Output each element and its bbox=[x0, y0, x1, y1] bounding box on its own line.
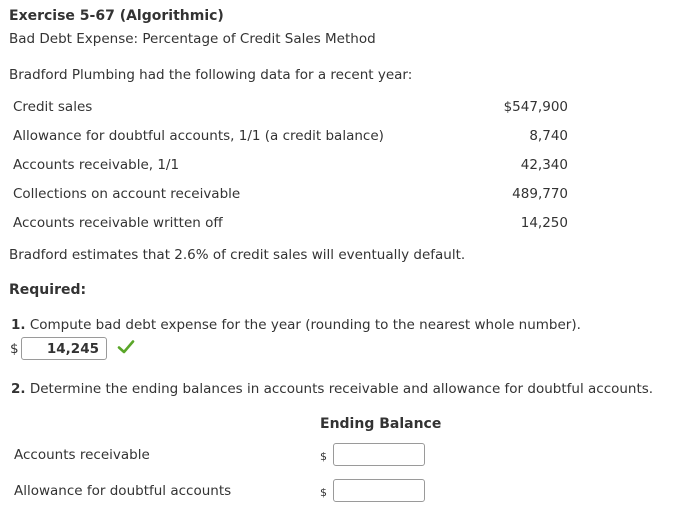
question-2 bbox=[11, 381, 653, 397]
allowance-ending-input[interactable] bbox=[333, 479, 425, 502]
estimate-text: Bradford estimates that 2.6% of credit sales will eventually default. bbox=[9, 247, 466, 263]
allowance-label: Allowance for doubtful accounts bbox=[14, 483, 232, 499]
accounts-receivable-label: Accounts receivable bbox=[14, 447, 150, 463]
ending-balance-header: Ending Balance bbox=[320, 416, 442, 432]
data-row-value: 14,250 bbox=[520, 215, 568, 231]
data-row-value: 489,770 bbox=[512, 186, 568, 202]
exercise-subtitle: Bad Debt Expense: Percentage of Credit Sales Method bbox=[9, 31, 376, 47]
data-row-label: Accounts receivable written off bbox=[13, 215, 223, 231]
currency-symbol: $ bbox=[320, 486, 327, 499]
data-row-label: Collections on account receivable bbox=[13, 186, 241, 202]
question-1-number: 1. bbox=[11, 317, 26, 333]
question-2-text: Determine the ending balances in accounts receivable and allowance for doubtful accounts. bbox=[25, 381, 654, 397]
accounts-receivable-ending-input[interactable] bbox=[333, 443, 425, 466]
intro-text: Bradford Plumbing had the following data for a recent year: bbox=[9, 67, 413, 83]
bad-debt-answer-input[interactable]: 14,245 bbox=[21, 337, 107, 360]
currency-symbol: $ bbox=[10, 341, 19, 357]
data-row-value: $547,900 bbox=[503, 99, 568, 115]
correct-check-icon bbox=[117, 338, 135, 356]
data-row-label: Credit sales bbox=[13, 99, 93, 115]
question-1 bbox=[11, 317, 581, 333]
currency-symbol: $ bbox=[320, 450, 327, 463]
question-2-number: 2. bbox=[11, 381, 26, 397]
data-row-value: 8,740 bbox=[529, 128, 568, 144]
required-heading: Required: bbox=[9, 282, 87, 298]
data-row-label: Allowance for doubtful accounts, 1/1 (a credit balance) bbox=[13, 128, 384, 144]
data-row-label: Accounts receivable, 1/1 bbox=[13, 157, 180, 173]
exercise-title: Exercise 5-67 (Algorithmic) bbox=[9, 8, 224, 24]
question-1-text: Compute bad debt expense for the year (rounding to the nearest whole number). bbox=[25, 317, 581, 333]
data-row-value: 42,340 bbox=[520, 157, 568, 173]
